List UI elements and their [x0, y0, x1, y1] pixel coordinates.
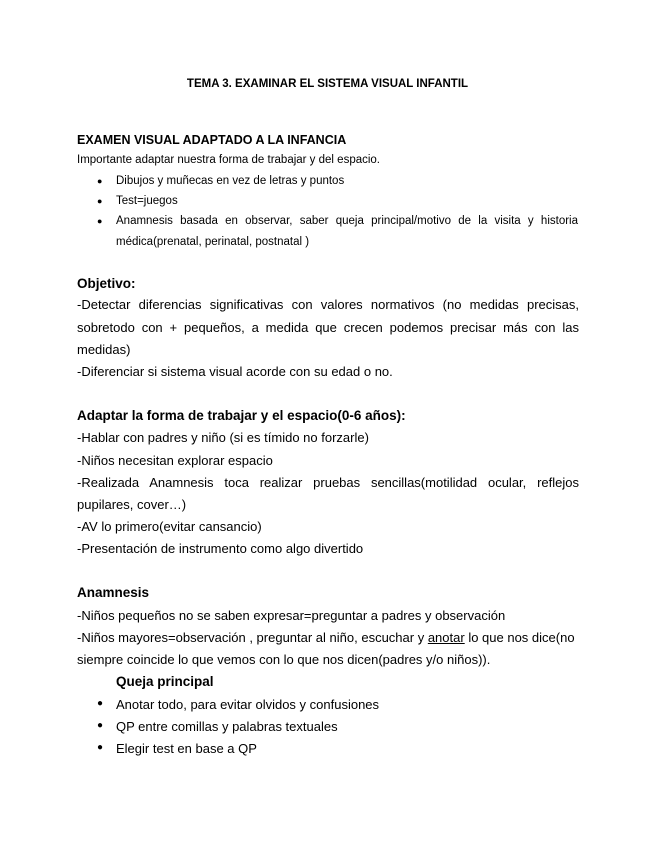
paragraph-line: -Diferenciar si sistema visual acorde con su edad o no.	[77, 364, 393, 379]
paragraph-line: -Hablar con padres y niño (si es tímido no forzarle)	[77, 430, 369, 445]
paragraph-line: medidas)	[77, 342, 131, 357]
paragraph-line: sobretodo con + pequeños, a medida que crecen podemos precisar más con las	[77, 320, 579, 335]
paragraph-line: -Niños pequeños no se saben expresar=preguntar a padres y observación	[77, 608, 506, 623]
bullet-marker: ●	[97, 720, 104, 731]
paragraph-line: -Presentación de instrumento como algo divertido	[77, 541, 364, 556]
paragraph-text: lo que nos dice(no	[464, 630, 575, 645]
section-heading-examen-visual: EXAMEN VISUAL ADAPTADO A LA INFANCIA	[77, 133, 347, 147]
list-item: QP entre comillas y palabras textuales	[116, 719, 338, 734]
list-item: Dibujos y muñecas en vez de letras y puntos	[116, 175, 345, 187]
list-item-continuation: médica(prenatal, perinatal, postnatal )	[116, 236, 310, 248]
paragraph-line: -Niños necesitan explorar espacio	[77, 453, 273, 468]
paragraph-line	[77, 630, 575, 645]
paragraph-line: pupilares, cover…)	[77, 497, 187, 512]
list-item: Anamnesis basada en observar, saber queja principal/motivo de la visita y historia	[116, 215, 578, 227]
paragraph-text: -Niños mayores=observación , preguntar al niño, escuchar y	[77, 630, 428, 645]
paragraph-line: siempre coincide lo que vemos con lo que nos dicen(padres y/o niños)).	[77, 652, 491, 667]
section-heading-adaptar: Adaptar la forma de trabajar y el espacio(0-6 años):	[77, 408, 406, 423]
bullet-marker: ●	[97, 742, 104, 753]
bullet-marker: ●	[97, 698, 104, 709]
section-heading-objetivo: Objetivo:	[77, 276, 136, 291]
list-item: Elegir test en base a QP	[116, 741, 257, 756]
list-item: Anotar todo, para evitar olvidos y confusiones	[116, 697, 380, 712]
bullet-marker: ●	[97, 216, 103, 226]
paragraph-line: -AV lo primero(evitar cansancio)	[77, 519, 262, 534]
section-intro: Importante adaptar nuestra forma de trabajar y del espacio.	[77, 154, 381, 166]
paragraph-line: -Realizada Anamnesis toca realizar pruebas sencillas(motilidad ocular, reflejos	[77, 475, 579, 490]
underlined-word: anotar	[427, 630, 465, 645]
bullet-marker: ●	[97, 196, 103, 206]
subheading-queja-principal: Queja principal	[116, 674, 214, 689]
section-heading-anamnesis: Anamnesis	[77, 585, 150, 600]
bullet-marker: ●	[97, 176, 103, 186]
list-item: Test=juegos	[116, 195, 178, 207]
paragraph-line: -Detectar diferencias significativas con valores normativos (no medidas precisas,	[77, 297, 579, 312]
page-title: TEMA 3. EXAMINAR EL SISTEMA VISUAL INFANTIL	[186, 78, 469, 90]
